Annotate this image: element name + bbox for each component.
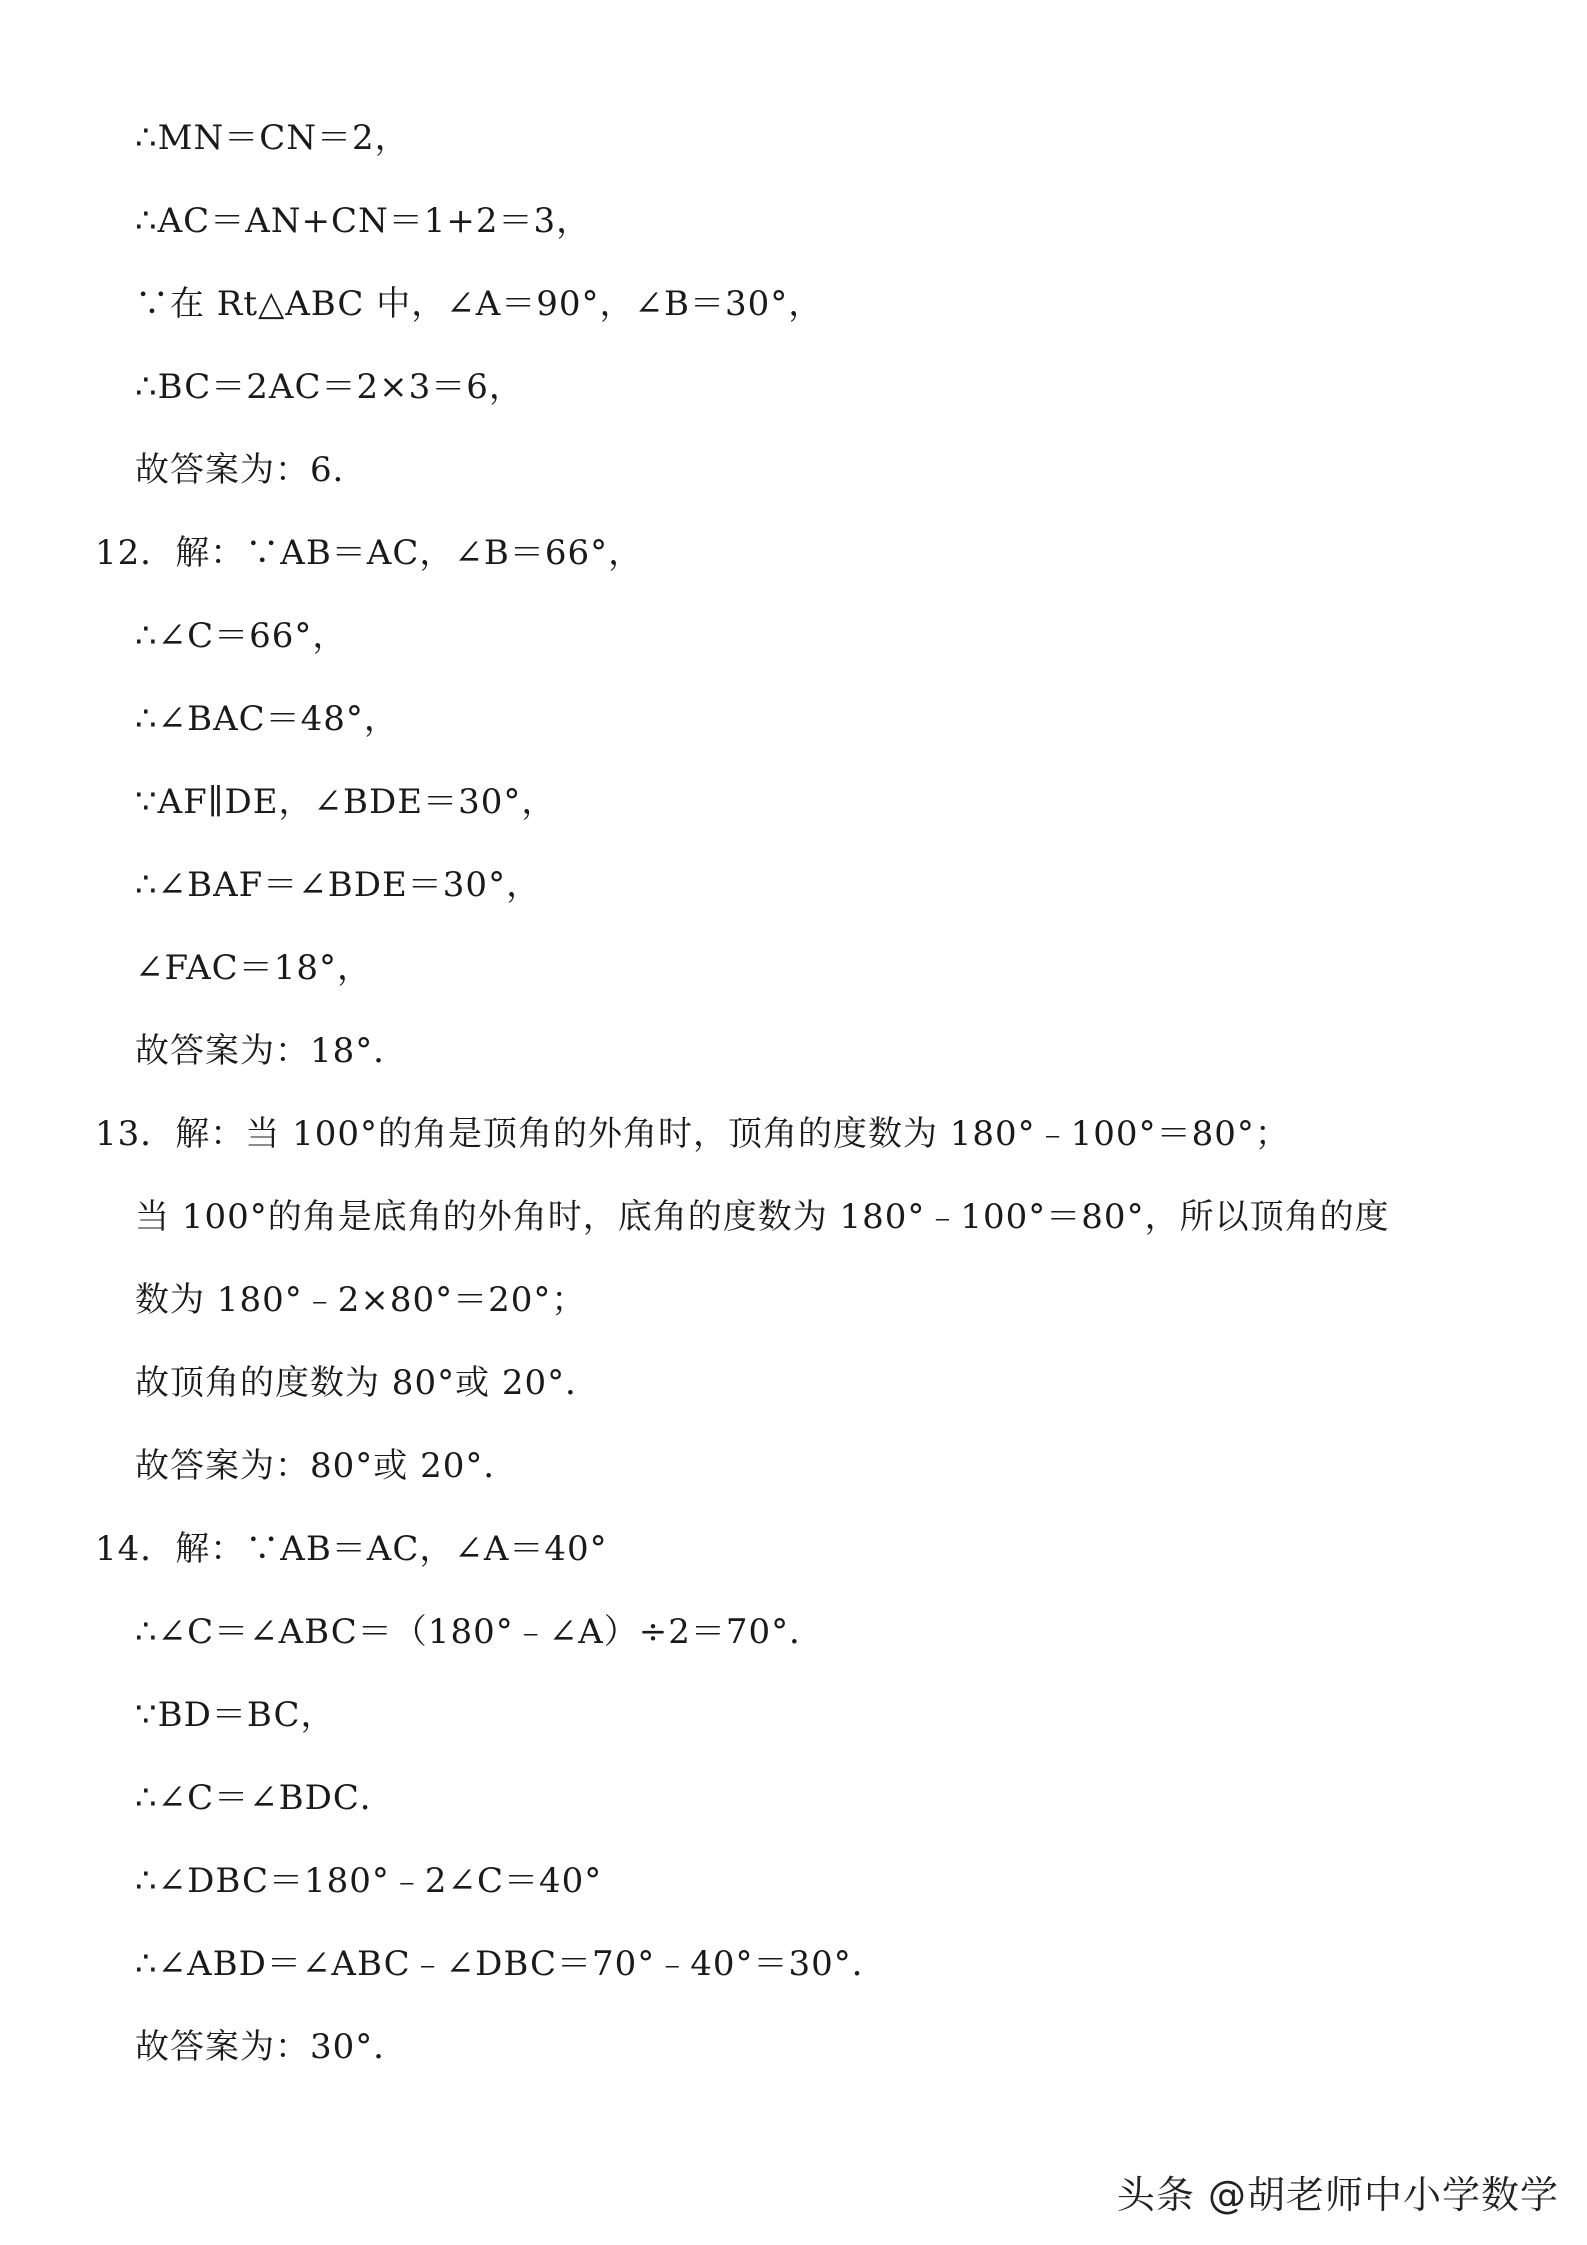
text-line: ∴AC＝AN+CN＝1+2＝3， <box>135 201 592 241</box>
text-line: 故答案为：18°． <box>135 1031 409 1071</box>
text-line: 当 100°的角是底角的外角时，底角的度数为 180°﹣100°＝80°，所以顶角的度 <box>135 1197 1390 1237</box>
text-line: ∴MN＝CN＝2， <box>135 118 410 158</box>
text-line: ∴∠BAF＝∠BDE＝30°， <box>135 865 542 905</box>
watermark: 头条 @胡老师中小学数学 <box>1116 2173 1559 2217</box>
text-line: ∴BC＝2AC＝2×3＝6， <box>135 367 524 407</box>
text-line: ∵BD＝BC， <box>135 1695 336 1735</box>
problem-13-heading: 13．解：当 100°的角是顶角的外角时，顶角的度数为 180°﹣100°＝80°； <box>95 1114 1290 1154</box>
text-line: ∵AF∥DE，∠BDE＝30°， <box>135 782 557 822</box>
text-line: ∵在 Rt△ABC 中，∠A＝90°，∠B＝30°， <box>135 284 824 324</box>
text-line: ∴∠C＝∠ABC＝（180°﹣∠A）÷2＝70°． <box>135 1612 825 1652</box>
text-line: ∴∠BAC＝48°， <box>135 699 399 739</box>
problem-12-heading: 12．解：∵AB＝AC，∠B＝66°， <box>95 533 644 573</box>
text-line: ∴∠C＝∠BDC． <box>135 1778 395 1818</box>
text-line: ∴∠DBC＝180°﹣2∠C＝40° <box>135 1861 603 1901</box>
text-line: 数为 180°﹣2×80°＝20°； <box>135 1280 587 1320</box>
text-line: ∠FAC＝18°， <box>135 948 372 988</box>
text-line: 故答案为：6． <box>135 450 368 490</box>
text-line: 故答案为：30°． <box>135 2027 409 2067</box>
problem-14-heading: 14．解：∵AB＝AC，∠A＝40° <box>95 1529 608 1569</box>
text-line: 故答案为：80°或 20°． <box>135 1446 519 1486</box>
text-line: 故顶角的度数为 80°或 20°． <box>135 1363 601 1403</box>
text-line: ∴∠ABD＝∠ABC﹣∠DBC＝70°﹣40°＝30°． <box>135 1944 887 1984</box>
text-line: ∴∠C＝66°， <box>135 616 348 656</box>
